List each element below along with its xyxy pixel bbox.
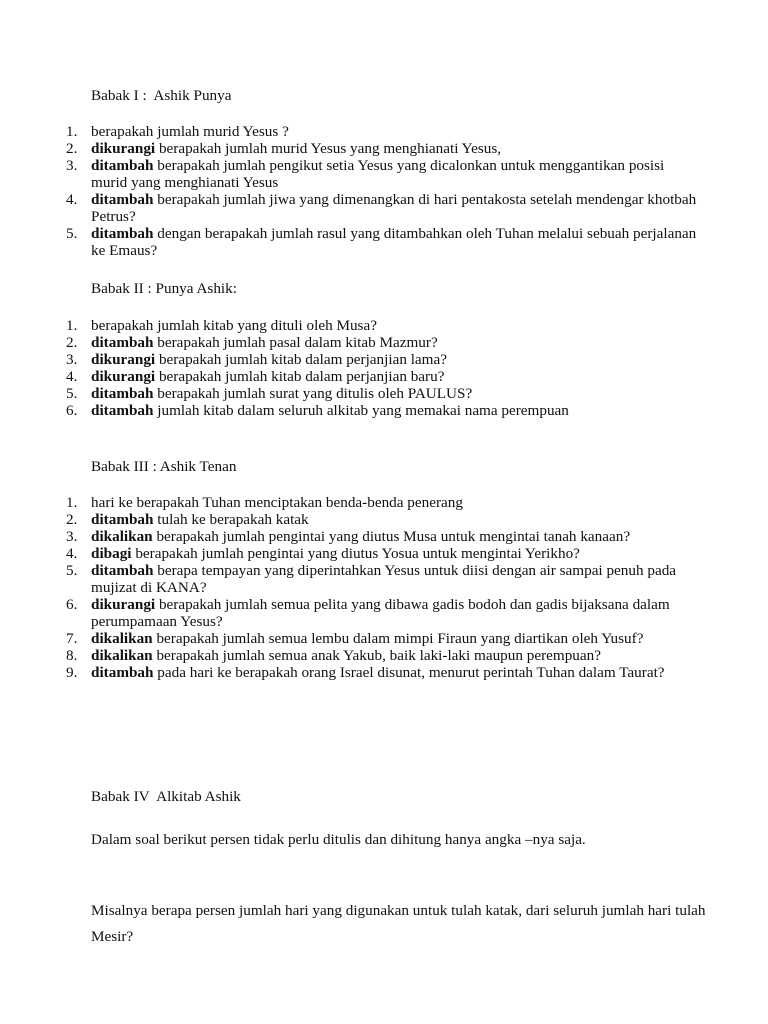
round-4-title: Babak IV Alkitab Ashik xyxy=(91,788,241,805)
question-number: 3. xyxy=(66,351,78,368)
question-operation: ditambah xyxy=(91,402,154,419)
question-text: berapa tempayan yang diperintahkan Yesus untuk diisi dengan air sampai penuh pada mujizat di KANA? xyxy=(91,562,677,596)
question-number: 1. xyxy=(66,494,78,511)
round-2-questions xyxy=(0,317,700,419)
question-text: berapakah jumlah kitab yang dituli oleh Musa? xyxy=(91,317,377,334)
question-number: 9. xyxy=(66,664,78,681)
question-item xyxy=(0,664,700,681)
question-number: 5. xyxy=(66,225,78,242)
question-item xyxy=(0,351,700,368)
question-number: 7. xyxy=(66,630,78,647)
question-text: tulah ke berapakah katak xyxy=(153,511,309,528)
question-number: 1. xyxy=(66,317,78,334)
question-text: berapakah jumlah pengintai yang diutus Musa untuk mengintai tanah kanaan? xyxy=(152,528,631,545)
question-number: 6. xyxy=(66,402,78,419)
question-operation: ditambah xyxy=(91,511,154,528)
question-item xyxy=(0,596,700,630)
question-item xyxy=(0,562,700,596)
question-item xyxy=(0,368,700,385)
round-2-title: Babak II : Punya Ashik: xyxy=(91,280,237,297)
question-number: 2. xyxy=(66,140,78,157)
question-item xyxy=(0,647,700,664)
question-text: berapakah jumlah surat yang ditulis oleh PAULUS? xyxy=(153,385,473,402)
question-item xyxy=(0,191,700,225)
question-item xyxy=(0,630,700,647)
round-1-questions xyxy=(0,123,700,259)
question-number: 2. xyxy=(66,334,78,351)
question-item xyxy=(0,225,700,259)
question-text: berapakah jumlah semua anak Yakub, baik laki-laki maupun perempuan? xyxy=(152,647,601,664)
question-number: 3. xyxy=(66,528,78,545)
question-operation: dikurangi xyxy=(91,140,156,157)
question-item xyxy=(0,140,700,157)
question-number: 2. xyxy=(66,511,78,528)
question-operation: ditambah xyxy=(91,157,154,174)
question-item xyxy=(0,334,700,351)
question-item xyxy=(0,402,700,419)
question-text: berapakah jumlah kitab dalam perjanjian baru? xyxy=(155,368,445,385)
round-3-title: Babak III : Ashik Tenan xyxy=(91,458,237,475)
question-item xyxy=(0,511,700,528)
example-paragraph: Misalnya berapa persen jumlah hari yang digunakan untuk tulah katak, dari seluruh jumlah hari tulah Mesir? xyxy=(91,902,706,945)
question-text: jumlah kitab dalam seluruh alkitab yang memakai nama perempuan xyxy=(153,402,569,419)
question-number: 4. xyxy=(66,368,78,385)
question-item xyxy=(0,545,700,562)
question-text: hari ke berapakah Tuhan menciptakan benda-benda penerang xyxy=(91,494,463,511)
question-text: berapakah jumlah murid Yesus yang menghianati Yesus, xyxy=(155,140,502,157)
question-number: 4. xyxy=(66,191,78,208)
question-text: berapakah jumlah pasal dalam kitab Mazmur? xyxy=(153,334,438,351)
question-operation: dikalikan xyxy=(91,528,153,545)
question-text: berapakah jumlah semua pelita yang dibawa gadis bodoh dan gadis bijaksana dalam perumpamaan Yesus? xyxy=(91,596,670,630)
question-number: 5. xyxy=(66,562,78,579)
question-number: 4. xyxy=(66,545,78,562)
question-text: berapakah jumlah kitab dalam perjanjian lama? xyxy=(155,351,447,368)
question-item xyxy=(0,157,700,191)
question-text: pada hari ke berapakah orang Israel disunat, menurut perintah Tuhan dalam Taurat? xyxy=(153,664,665,681)
question-text: berapakah jumlah semua lembu dalam mimpi Firaun yang diartikan oleh Yusuf? xyxy=(152,630,644,647)
question-text: berapakah jumlah pengikut setia Yesus yang dicalonkan untuk menggantikan posisi murid yang menghianati Yesus xyxy=(91,157,665,191)
question-item xyxy=(0,528,700,545)
question-operation: ditambah xyxy=(91,334,154,351)
question-operation: dikurangi xyxy=(91,368,156,385)
question-operation: ditambah xyxy=(91,664,154,681)
question-number: 6. xyxy=(66,596,78,613)
question-operation: dibagi xyxy=(91,545,132,562)
question-operation: dikalikan xyxy=(91,630,153,647)
question-number: 3. xyxy=(66,157,78,174)
question-operation: dikalikan xyxy=(91,647,153,664)
question-text: berapakah jumlah murid Yesus ? xyxy=(91,123,289,140)
question-operation: ditambah xyxy=(91,225,154,242)
question-item xyxy=(0,123,700,140)
question-text: berapakah jumlah jiwa yang dimenangkan di hari pentakosta setelah mendengar khotbah Petrus? xyxy=(91,191,697,225)
question-item xyxy=(0,317,700,334)
round-3-questions xyxy=(0,494,700,681)
question-operation: ditambah xyxy=(91,191,154,208)
question-text: berapakah jumlah pengintai yang diutus Yosua untuk mengintai Yerikho? xyxy=(131,545,580,562)
question-text: dengan berapakah jumlah rasul yang ditambahkan oleh Tuhan melalui sebuah perjalanan ke Emaus? xyxy=(91,225,697,259)
question-operation: dikurangi xyxy=(91,351,156,368)
question-item xyxy=(0,494,700,511)
question-item xyxy=(0,385,700,402)
question-number: 5. xyxy=(66,385,78,402)
question-operation: dikurangi xyxy=(91,596,156,613)
question-operation: ditambah xyxy=(91,385,154,402)
question-number: 8. xyxy=(66,647,78,664)
instruction-paragraph: Dalam soal berikut persen tidak perlu ditulis dan dihitung hanya angka –nya saja. xyxy=(91,831,586,848)
question-number: 1. xyxy=(66,123,78,140)
round-1-title: Babak I : Ashik Punya xyxy=(91,87,232,104)
question-operation: ditambah xyxy=(91,562,154,579)
